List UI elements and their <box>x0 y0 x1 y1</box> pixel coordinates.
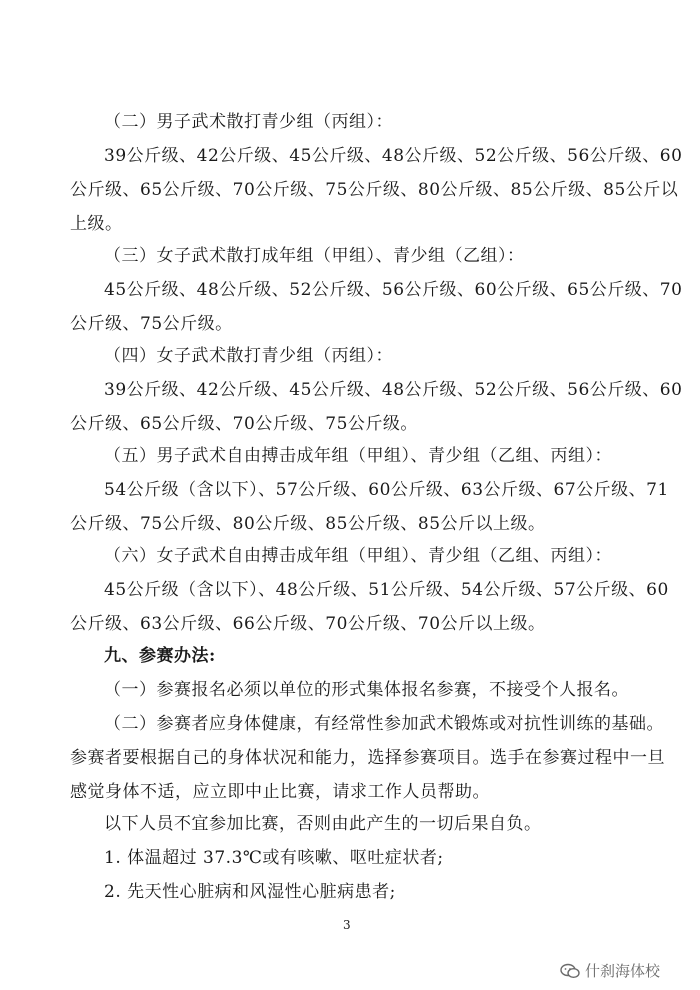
paragraph-line: 参赛者要根据自己的身体状况和能力，选择参赛项目。选手在参赛过程中一旦 <box>70 748 665 768</box>
list-item: 2. 先天性心脏病和风湿性心脏病患者; <box>104 882 396 902</box>
list-item: 1. 体温超过 37.3℃或有咳嗽、呕吐症状者; <box>104 848 444 868</box>
weight-classes-line: 公斤级、75公斤级、80公斤级、85公斤级、85公斤以上级。 <box>70 514 546 534</box>
weight-classes-line: 公斤级、65公斤级、70公斤级、75公斤级。 <box>70 414 418 434</box>
paragraph-line: 以下人员不宜参加比赛，否则由此产生的一切后果自负。 <box>104 814 542 834</box>
section-heading-participation: 九、参赛办法: <box>104 646 216 666</box>
paragraph-line: （二）参赛者应身体健康，有经常性参加武术锻炼或对抗性训练的基础。 <box>104 714 664 734</box>
section-heading-women-sanda-adult-youth: （三）女子武术散打成年组（甲组）、青少组（乙组）： <box>104 246 525 266</box>
weight-classes-line: 上级。 <box>70 214 123 234</box>
weight-classes-line: 39公斤级、42公斤级、45公斤级、48公斤级、52公斤级、56公斤级、60 <box>104 146 683 166</box>
watermark-text: 什刹海体校 <box>585 962 661 980</box>
section-heading-women-sanda-youth-c: （四）女子武术散打青少组（丙组）： <box>104 346 393 366</box>
weight-classes-line: 45公斤级、48公斤级、52公斤级、56公斤级、60公斤级、65公斤级、70 <box>104 280 683 300</box>
paragraph-line: 感觉身体不适，应立即中止比赛，请求工作人员帮助。 <box>70 782 490 802</box>
weight-classes-line: 54公斤级（含以下）、57公斤级、60公斤级、63公斤级、67公斤级、71 <box>104 480 669 500</box>
weight-classes-line: 公斤级、65公斤级、70公斤级、75公斤级、80公斤级、85公斤级、85公斤以 <box>70 180 679 200</box>
section-heading-men-sanda-youth-c: （二）男子武术散打青少组（丙组）： <box>104 112 393 132</box>
paragraph-line: （一）参赛报名必须以单位的形式集体报名参赛，不接受个人报名。 <box>104 680 629 700</box>
section-heading-women-freefight: （六）女子武术自由搏击成年组（甲组）、青少组（乙组、丙组）： <box>104 546 612 566</box>
weight-classes-line: 45公斤级（含以下）、48公斤级、51公斤级、54公斤级、57公斤级、60 <box>104 580 669 600</box>
watermark <box>560 960 660 981</box>
section-heading-men-freefight: （五）男子武术自由搏击成年组（甲组）、青少组（乙组、丙组）： <box>104 446 612 466</box>
weight-classes-line: 公斤级、63公斤级、66公斤级、70公斤级、70公斤以上级。 <box>70 614 546 634</box>
weight-classes-line: 公斤级、75公斤级。 <box>70 314 233 334</box>
weight-classes-line: 39公斤级、42公斤级、45公斤级、48公斤级、52公斤级、56公斤级、60 <box>104 380 683 400</box>
page-number: 3 <box>343 918 351 932</box>
wechat-icon <box>560 963 580 979</box>
